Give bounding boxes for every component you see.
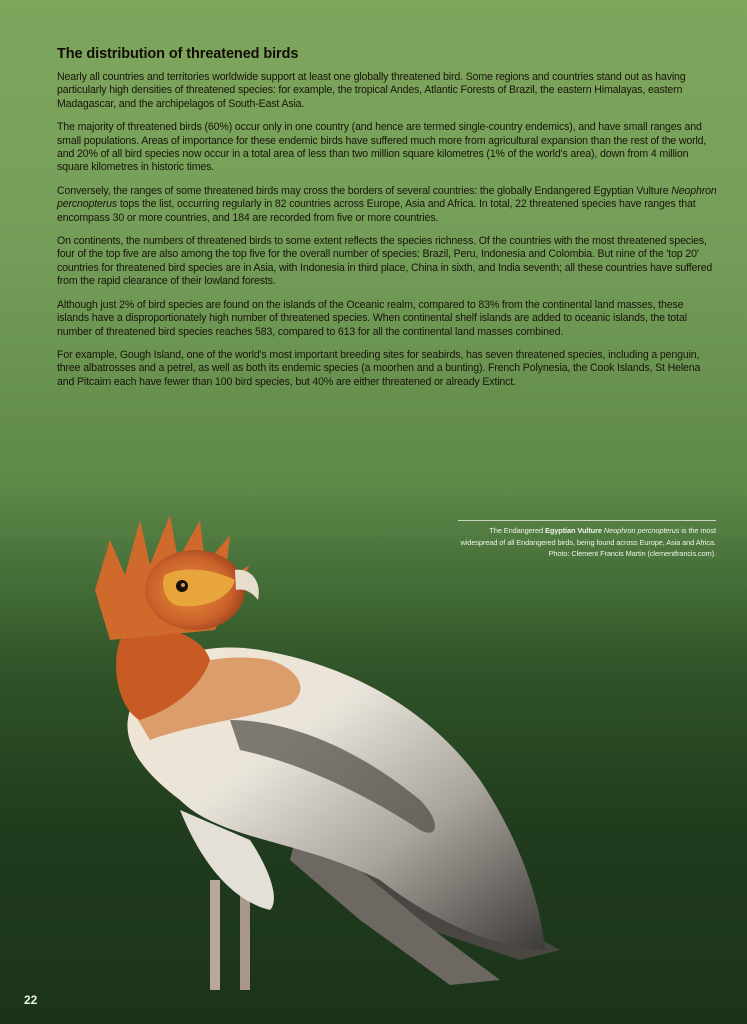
paragraph-3: [57, 185, 717, 225]
paragraph-4: On continents, the numbers of threatened birds to some extent reflects the species richness. Of the countries with the most threatened species, four of the top five are also among the top five for the overall number of species: Brazil, Peru, Indonesia and Colombia. But nine of the 'top 20' countries for threatened bird species are in Asia, with Indonesia in third place, China in sixth, and India seventh; all these countries have suffered from the rapid clearance of their lowland forests.: [57, 235, 713, 288]
article-body: [57, 46, 717, 399]
egyptian-vulture-photo: [0, 480, 747, 1024]
caption-lead: The Endangered: [489, 526, 546, 535]
article-title: The distribution of threatened birds: [57, 46, 299, 62]
caption-species-italic: Neophron percnopterus: [601, 526, 680, 535]
paragraph-2: The majority of threatened birds (60%) occur only in one country (and hence are termed single-country endemics), and have small ranges and small populations. Areas of importance for these endemic birds have suffered much more from agricultural expansion than the rest of the world, and 20% of all bird species now occur in a total area of less than two million square kilometres (1% of the world's area), down from 4 million square kilometres in historic times.: [57, 121, 707, 174]
paragraph-5: Although just 2% of bird species are found on the islands of the Oceanic realm, compared to 83% from the continental land masses, these islands have a disproportionately high number of threatened species. When continental shelf islands are added to oceanic islands, the total number of threatened bird species reaches 583, compared to 613 for all the continental land masses combined.: [57, 298, 687, 338]
page-number: 22: [24, 993, 38, 1007]
caption-bird-name: Egyptian Vulture: [545, 526, 602, 535]
paragraph-6: For example, Gough Island, one of the world's most important breeding sites for seabirds, has seven threatened species, including a penguin, three albatrosses and a petrel, as well as both its endemic species (a moorhen and a bunting). French Polynesia, the Cook Islands, St Helena and Pitcairn each have fewer than 100 bird species, but 40% are either threatened or already Extinct.: [57, 348, 701, 388]
paragraph-1: Nearly all countries and territories worldwide support at least one globally threatened bird. Some regions and countries stand out as having particularly high densities of threatened species: for example, the tropical Andes, Atlantic Forests of Brazil, the eastern Himalayas, eastern Madagascar, and the archipelagos of South-East Asia.: [57, 71, 686, 110]
paragraph-3-end: tops the list, occurring regularly in 82 countries across Europe, Asia and Africa. In total, 22 threatened species have ranges that encompass 30 or more countries, and 184 are recorded from five or more countries.: [57, 198, 696, 224]
caption-rest: is the most widespread of all Endangered birds, being found across Europe, Asia and Africa. Photo: Clement Francis Martin (clementfrancis.com).: [460, 526, 716, 559]
photo-caption: [458, 520, 716, 560]
species-name-italic: Neophron percnopterus: [57, 184, 717, 211]
paragraph-3-start: Conversely, the ranges of some threatened birds may cross the borders of several countries: the globally Endangered Egyptian Vulture: [57, 184, 672, 197]
